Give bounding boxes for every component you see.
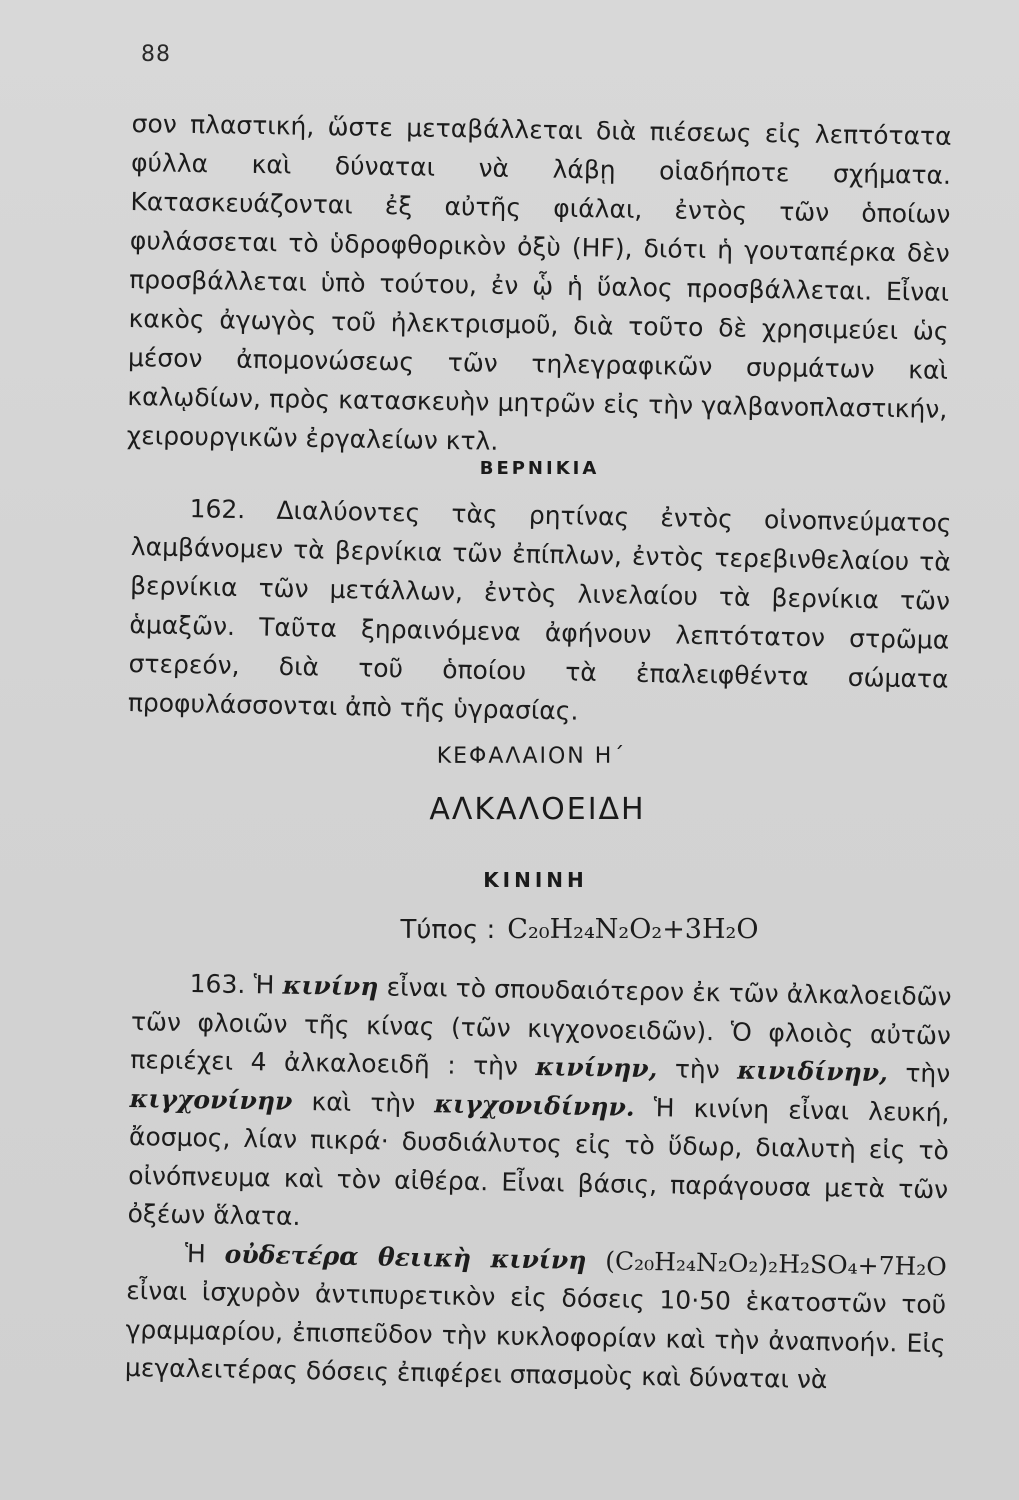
text-run: Ἡ: [184, 1238, 225, 1269]
term-kigchonidinin: κιγχονιδίνην.: [434, 1088, 635, 1122]
section-heading-kinini: ΚΙΝΙΝΗ: [483, 868, 588, 892]
text-run: 163. Ἡ: [189, 969, 283, 1000]
text-run: τὴν: [657, 1054, 738, 1085]
sulfate-formula: (C₂₀H₂₄N₂O₂)₂H₂SO₄+7H₂O: [586, 1245, 948, 1281]
paragraph-neutral-sulfate: [125, 1233, 948, 1401]
term-kinidinin: κινιδίνην,: [736, 1055, 889, 1088]
text-run: εἶναι ἰσχυρὸν ἀντιπυρετικὸν εἰς δόσεις 10·50 ἑκατοστῶν τοῦ γραμμαρίου, ἐπισπεῦδον τὴν κυκλοφορίαν καὶ τὴν ἀναπνοήν. Εἰς μεγαλειτέρας δόσεις ἐπιφέρει σπασμοὺς καὶ δύναται νὰ: [124, 1275, 947, 1395]
text-run: εἶναι τὸ σπουδαιότερον ἐκ τῶν ἀλκαλοειδῶν τῶν φλοιῶν τῆς κίνας (τῶν κιγχονοειδῶν). Ὁ φλοιὸς αὐτῶν περιέχει 4 ἀλκαλοειδῆ : τὴν: [130, 972, 952, 1082]
chapter-title: ΑΛΚΑΛΟΕΙΔΗ: [429, 792, 646, 827]
term-kininin: κινίνην,: [535, 1052, 658, 1084]
paragraph-162-text: 162. Διαλύοντες τὰς ρητίνας ἐντὸς οἰνοπνεύματος λαμβάνομεν τὰ βερνίκια τῶν ἐπίπλων, ἐντὸς τερεβινθελαίου τὰ βερνίκια τῶν μετάλλων, ἐντὸς λινελαίου τὰ βερνίκια τῶν ἁμαξῶν. Ταῦτα ξηραινόμενα ἀφήνουν λεπτότατον στρῶμα στερεόν, διὰ τοῦ ὁποίου τὰ ἐπαλειφθέντα σώματα προφυλάσσονται ἀπὸ τῆς ὑγρασίας.: [127, 494, 952, 726]
page-number: 88: [141, 42, 171, 67]
term-neutral-sulfate: οὐδετέρα θειικὴ κινίνη: [224, 1239, 587, 1275]
paragraph-163-text: [127, 964, 952, 1248]
intro-text: σον πλαστική, ὥστε μεταβάλλεται διὰ πιέσεως εἰς λεπτότατα φύλλα καὶ δύναται νὰ λάβῃ οἱαδήποτε σχήματα. Κατασκευάζονται ἐξ αὐτῆς φιάλαι, ἐντὸς τῶν ὁποίων φυλάσσεται τὸ ὑδροφθορικὸν ὀξὺ (HF), διότι ἡ γουταπέρκα δὲν προσβάλλεται ὑπὸ τούτου, ἐν ᾧ ἡ ὕαλος προσβάλλεται. Εἶναι κακὸς ἀγωγὸς τοῦ ἠλεκτρισμοῦ, διὰ τοῦτο δὲ χρησιμεύει ὡς μέσον ἀπομονώσεως τῶν τηλεγραφικῶν συρμάτων καὶ καλῳδίων, πρὸς κατασκευὴν μητρῶν εἰς τὴν γαλβανοπλαστικήν, χειρουργικῶν ἐργαλείων κτλ.: [126, 108, 952, 456]
section-heading-bernikia: ΒΕΡΝΙΚΙΑ: [479, 458, 600, 479]
chapter-label: ΚΕΦΑΛΑΙΟΝ Η΄: [436, 744, 627, 769]
text-run: Ἡ κινίνη εἶναι λευκή, ἄοσμος, λίαν πικρά· δυσδιάλυτος εἰς τὸ ὕδωρ, διαλυτὴ εἰς τὸ οἰνόπνευμα καὶ τὸν αἰθέρα. Εἶναι βάσις, παράγουσα μετὰ τῶν ὀξέων ἅλατα.: [127, 1092, 950, 1231]
paragraph-162: [128, 488, 952, 738]
term-kinini: κινίνη: [282, 970, 379, 1002]
term-kigchoninin: κιγχονίνην: [129, 1083, 293, 1116]
formula-line: [70, 914, 1019, 945]
formula-label: Τύπος :: [400, 915, 496, 945]
paragraph-163: [125, 964, 952, 1402]
text-run: τὴν: [887, 1058, 951, 1089]
text-run: καὶ τὴν: [292, 1086, 435, 1118]
chemical-formula: C₂₀H₂₄N₂O₂+3H₂O: [507, 914, 759, 945]
intro-paragraph: [126, 104, 951, 468]
